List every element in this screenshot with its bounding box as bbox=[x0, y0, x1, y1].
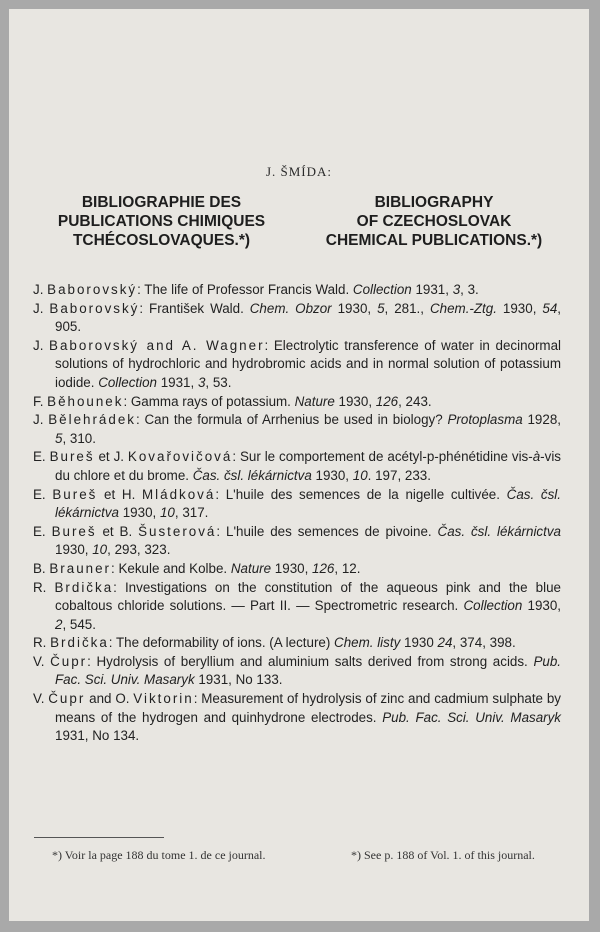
entry-text: : L'huile des semences de la nigelle cultivée. bbox=[215, 486, 507, 502]
entry-text: F. bbox=[33, 393, 48, 409]
journal-ref: 126 bbox=[375, 393, 399, 409]
entry-text: 1930, bbox=[311, 467, 353, 483]
entry-text: , 545. bbox=[62, 616, 96, 632]
bibliography-entry bbox=[33, 634, 561, 653]
title-french-line: TCHÉCOSLOVAQUES.*) bbox=[72, 232, 251, 249]
bibliography-entry bbox=[33, 579, 561, 635]
author-name: Brauner bbox=[49, 560, 112, 576]
entry-text: 1930, bbox=[331, 300, 378, 316]
journal-ref: Čas. čsl. lékárnictva bbox=[192, 467, 312, 483]
journal-ref: 3 bbox=[452, 282, 461, 297]
author-name: Čupr bbox=[48, 691, 86, 707]
entry-text: V. bbox=[33, 653, 51, 669]
bibliography-entry bbox=[33, 300, 561, 337]
entry-text: 1930, bbox=[119, 505, 160, 521]
entry-text: -vis du chlore et du brome. bbox=[55, 449, 561, 483]
entry-text: , 905. bbox=[55, 300, 562, 335]
journal-page bbox=[9, 9, 589, 921]
author-name: Bureš bbox=[49, 449, 95, 465]
footnote-french: *) Voir la page 188 du tome 1. de ce journal. bbox=[52, 848, 266, 862]
journal-ref: 10 bbox=[92, 542, 108, 558]
author-name: Baborovský and A. Wagner bbox=[49, 337, 265, 353]
author-name: Brdička bbox=[50, 635, 109, 651]
entry-text: : Measurement of hydrolysis of zinc and cadmium sulphate by means of the hydrogen and quinhydrone electrodes. bbox=[55, 691, 561, 725]
entry-text: 1931, No 134. bbox=[55, 728, 140, 744]
entry-text: et J. bbox=[94, 449, 128, 465]
footnote-english: *) See p. 188 of Vol. 1. of this journal. bbox=[351, 848, 535, 862]
journal-ref: 126 bbox=[312, 560, 335, 576]
entry-text: : Can the formula of Arrhenius be used in biology? bbox=[135, 412, 448, 428]
journal-ref: Collection bbox=[98, 374, 157, 390]
author-name: Šusterová bbox=[138, 523, 217, 539]
entry-text: : The life of Professor Francis Wald. bbox=[137, 282, 353, 297]
running-head: J. ŠMÍDA: bbox=[265, 164, 333, 179]
title-english-line: CHEMICAL PUBLICATIONS.*) bbox=[325, 232, 543, 249]
journal-ref: Chem. listy bbox=[334, 635, 401, 651]
bibliography-entry bbox=[33, 486, 561, 523]
entry-text: et H. bbox=[97, 486, 142, 502]
title-french-line: BIBLIOGRAPHIE DES bbox=[81, 194, 242, 211]
entry-text: : The deformability of ions. (A lecture) bbox=[108, 635, 335, 651]
entry-text: 1931, bbox=[157, 374, 198, 390]
journal-ref: Chem.-Ztg. bbox=[429, 300, 497, 316]
author-name: Běhounek bbox=[47, 393, 124, 409]
entry-text: E. bbox=[33, 486, 53, 502]
bibliography-entry bbox=[33, 411, 561, 448]
entry-text: : Investigations on the constitution of the aqueous pink and the blue cobaltous chloride solutions. — Part II. — Spectrometric research. bbox=[55, 579, 561, 614]
entry-text: . 197, 233. bbox=[367, 467, 431, 483]
journal-ref: 10 bbox=[352, 467, 368, 483]
entry-text: et B. bbox=[96, 523, 139, 539]
bibliography-entry bbox=[33, 393, 561, 412]
entry-text: E. bbox=[33, 449, 50, 465]
author-name: Bělehrádek bbox=[48, 412, 136, 428]
entry-text: 1930, bbox=[55, 542, 93, 558]
journal-ref: 10 bbox=[159, 505, 175, 521]
entry-text: 1930 bbox=[400, 635, 438, 651]
entry-text: : Electrolytic transference of water in decinormal solutions of hydrochloric and hydrobromic acids and in normal solution of potassium iodide. bbox=[55, 337, 562, 390]
bibliography-entry bbox=[33, 560, 561, 579]
journal-ref: 54 bbox=[542, 300, 558, 316]
bibliography-entry bbox=[33, 690, 561, 746]
bibliography-entry bbox=[33, 523, 561, 560]
author-name: Brdička bbox=[54, 579, 114, 595]
title-english-line: OF CZECHOSLOVAK bbox=[356, 213, 512, 230]
entry-text: and O. bbox=[85, 691, 134, 707]
journal-ref: Pub. Fac. Sci. Univ. Masaryk bbox=[382, 709, 562, 725]
bibliography-entry bbox=[33, 337, 561, 393]
author-name: Viktorin bbox=[133, 691, 194, 707]
entry-text: 1931, bbox=[411, 282, 453, 297]
journal-ref: Čas. čsl. lékárnictva bbox=[55, 486, 561, 521]
entry-text: , 243. bbox=[398, 393, 432, 409]
bibliography-entry bbox=[33, 281, 561, 300]
title-french-line: PUBLICATIONS CHIMIQUES bbox=[57, 213, 266, 230]
entry-text: J. bbox=[33, 282, 48, 297]
title-french bbox=[29, 193, 294, 250]
entry-text: V. bbox=[33, 691, 49, 707]
journal-ref: Nature bbox=[294, 393, 335, 409]
author-name: Bureš bbox=[52, 486, 98, 502]
entry-text: 1930, bbox=[522, 598, 562, 614]
author-name: Kovařovičová bbox=[127, 449, 233, 465]
entry-text: J. bbox=[33, 300, 50, 316]
entry-text: : L'huile des semences de pivoine. bbox=[216, 523, 438, 539]
entry-text: 1930, bbox=[496, 300, 543, 316]
journal-ref: 2 bbox=[55, 616, 63, 632]
author-name: Čupr bbox=[50, 653, 88, 669]
entry-text: , 3. bbox=[460, 282, 479, 297]
entry-text: R. bbox=[33, 579, 55, 595]
journal-ref: Nature bbox=[230, 560, 272, 576]
entry-text: , 293, 323. bbox=[107, 542, 171, 558]
journal-ref: à bbox=[532, 449, 541, 465]
footnote-rule bbox=[34, 837, 164, 838]
journal-ref: Čas. čsl. lékárnictva bbox=[437, 523, 561, 539]
entry-text: 1930, bbox=[271, 560, 313, 576]
journal-ref: 5 bbox=[377, 300, 385, 316]
journal-ref: 3 bbox=[197, 374, 206, 390]
author-name: Baborovský bbox=[49, 300, 140, 316]
author-name: Baborovský bbox=[47, 282, 138, 297]
bibliography-list bbox=[33, 281, 561, 746]
entry-text: E. bbox=[33, 523, 52, 539]
entry-text: 1931, No 133. bbox=[194, 672, 283, 688]
entry-text: 1928, bbox=[522, 412, 561, 428]
bibliography-entry bbox=[33, 653, 561, 690]
entry-text: , 281., bbox=[384, 300, 430, 316]
journal-ref: Chem. Obzor bbox=[249, 300, 332, 316]
entry-text: B. bbox=[33, 560, 50, 576]
journal-ref: Pub. Fac. Sci. Univ. Masaryk bbox=[55, 653, 561, 688]
entry-text: J. bbox=[33, 412, 49, 428]
entry-text: , 53. bbox=[205, 374, 232, 390]
entry-text: : František Wald. bbox=[139, 300, 250, 316]
bibliography-entry bbox=[33, 448, 561, 485]
entry-text: : Hydrolysis of beryllium and aluminium salts derived from strong acids. bbox=[87, 653, 534, 669]
entry-text: R. bbox=[33, 635, 51, 651]
entry-text: , 374, 398. bbox=[452, 635, 516, 651]
entry-text: : Sur le comportement de acétyl-p-phénétidine vis- bbox=[232, 449, 533, 465]
journal-ref: 24 bbox=[437, 635, 453, 651]
author-name: Bureš bbox=[51, 523, 97, 539]
journal-ref: 5 bbox=[55, 430, 63, 446]
title-english-line: BIBLIOGRAPHY bbox=[374, 194, 494, 211]
entry-text: , 317. bbox=[174, 505, 209, 521]
entry-text: J. bbox=[33, 337, 50, 353]
entry-text: : Gamma rays of potassium. bbox=[123, 393, 295, 409]
title-english bbox=[284, 193, 584, 250]
journal-ref: Protoplasma bbox=[447, 412, 523, 428]
journal-ref: Collection bbox=[463, 598, 523, 614]
entry-text: 1930, bbox=[334, 393, 376, 409]
journal-ref: Collection bbox=[352, 282, 412, 297]
entry-text: : Kekule and Kolbe. bbox=[111, 560, 231, 576]
author-name: Mládková bbox=[142, 486, 216, 502]
entry-text: , 310. bbox=[62, 430, 96, 446]
entry-text: , 12. bbox=[334, 560, 361, 576]
